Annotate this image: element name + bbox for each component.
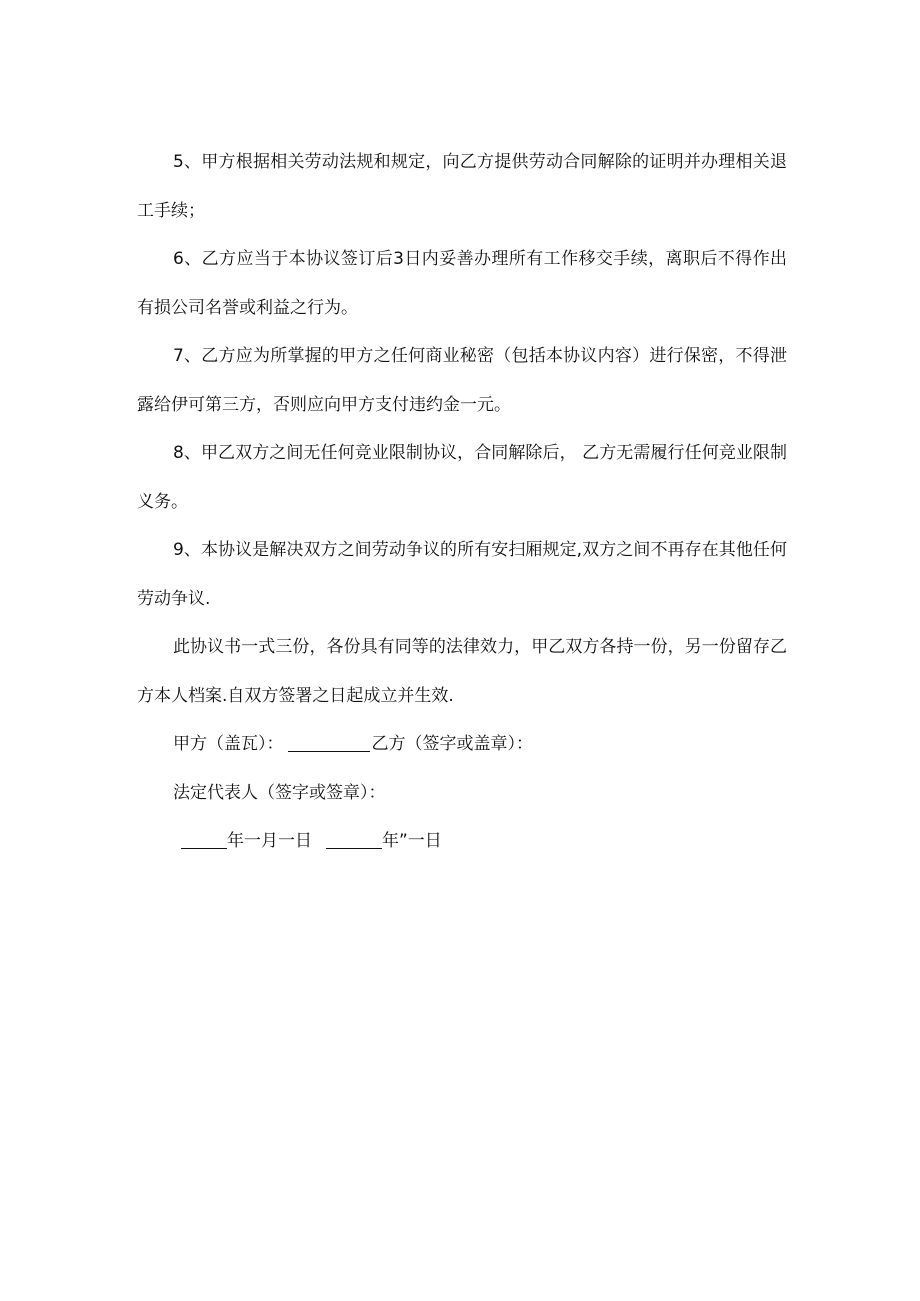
clause-8: 8、甲乙双方之间无任何竞业限制协议，合同解除后， 乙方无需履行任何竞业限制义务。 [137,443,787,512]
date-blank-2 [326,830,382,849]
closing-paragraph: 此协议书一式三份，各份具有同等的法律效力，甲乙双方各持一份，另一份留存乙方本人档案.自双方签署之日起成立并生效. [137,637,787,706]
date-blank-1 [181,830,227,849]
representative-line [137,769,787,818]
clause-7: 7、乙方应为所掌握的甲方之任何商业秘密（包括本协议内容）进行保密，不得泄露给伊可第三方，否则应向甲方支付违约金一元。 [137,346,787,415]
party-signature-line [137,720,787,769]
clause-5: 5、甲方根据相关劳动法规和规定，向乙方提供劳动合同解除的证明并办理相关退工手续； [137,152,787,221]
clause-6: 6、乙方应当于本协议签订后3日内妥善办理所有工作移交手续，离职后不得作出有损公司名誉或利益之行为。 [137,249,787,318]
date-1-suffix: 年一月一日 [227,831,312,851]
party-b-label: 乙方（签字或盖章）： [371,734,533,754]
party-a-signature-blank [288,733,370,752]
representative-label: 法定代表人（签字或签章）： [173,782,386,803]
party-a-label: 甲方（盖瓦）： [173,734,284,754]
agreement-body [137,138,787,866]
date-line [137,817,787,866]
clause-9: 9、本协议是解决双方之间劳动争议的所有安扫厢规定,双方之间不再存在其他任何劳动争议. [137,540,787,609]
date-2-suffix: 年”一日 [382,831,442,851]
